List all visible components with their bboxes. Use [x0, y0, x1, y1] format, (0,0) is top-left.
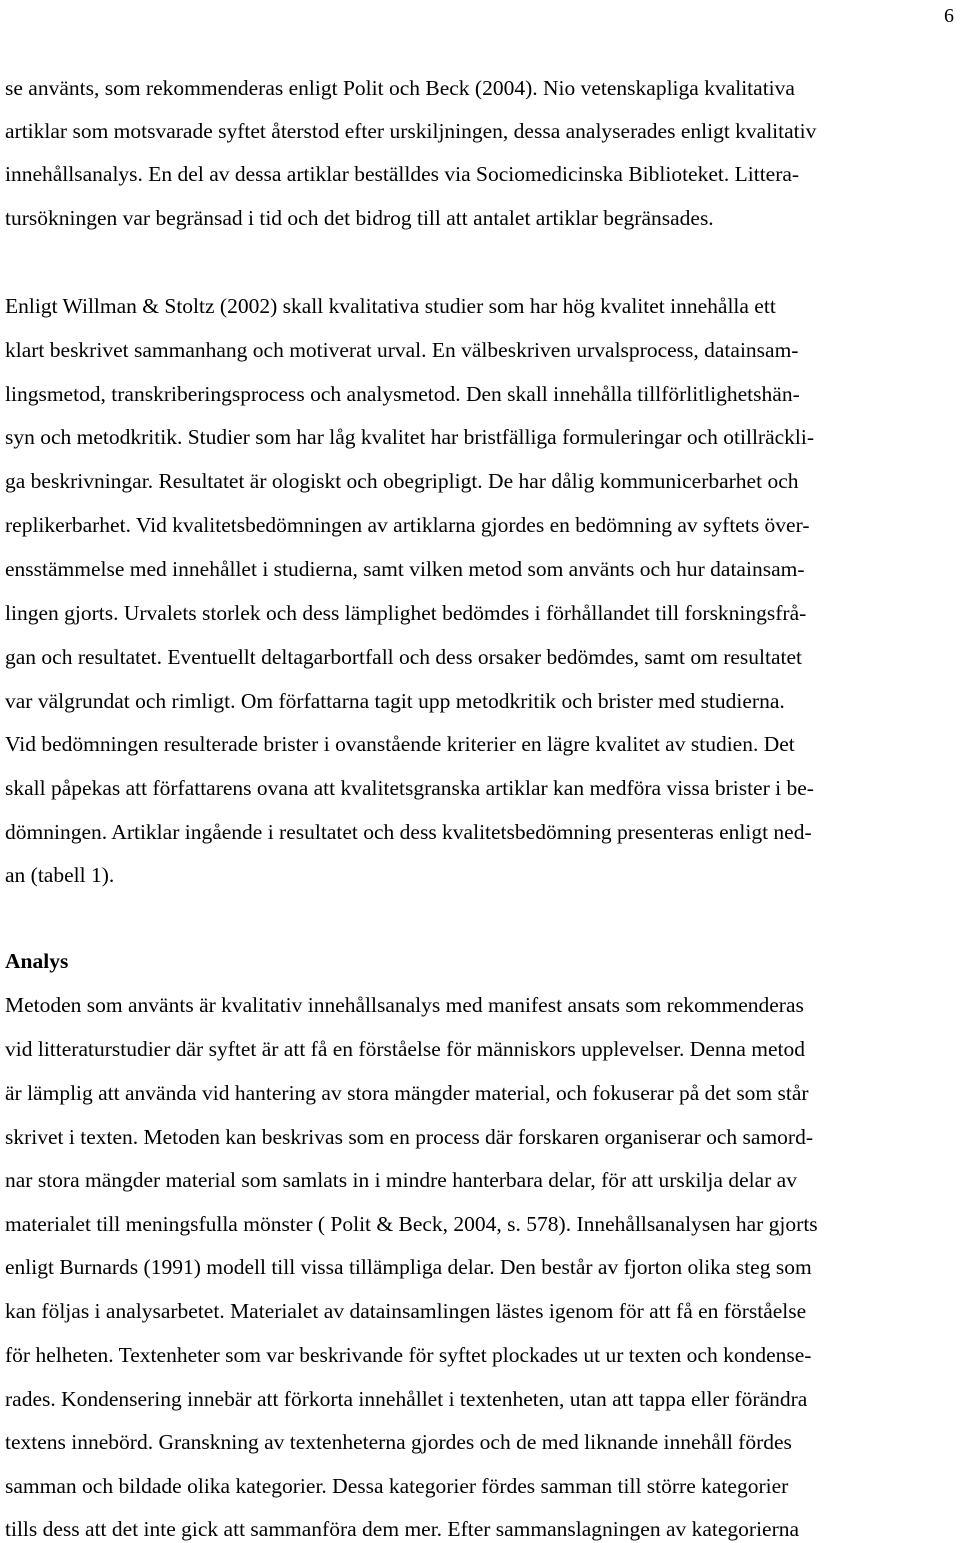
- section-heading: Analys: [5, 949, 69, 973]
- page-number: 6: [944, 5, 954, 27]
- text-line: ensstämmelse med innehållet i studierna, samt vilken metod som använts och hur datainsam-: [5, 557, 805, 581]
- text-line: rades. Kondensering innebär att förkorta innehållet i textenheten, utan att tappa eller förändra: [5, 1387, 808, 1411]
- text-line: lingen gjorts. Urvalets storlek och dess lämplighet bedömdes i förhållandet till forskningsfrå-: [5, 601, 807, 625]
- text-line: klart beskrivet sammanhang och motiverat urval. En välbeskriven urvalsprocess, datainsam-: [5, 338, 799, 362]
- text-line: skall påpekas att författarens ovana att kvalitetsgranska artiklar kan medföra vissa brister i be-: [5, 776, 814, 800]
- text-line: textens innebörd. Granskning av textenheterna gjordes och de med liknande innehåll fördes: [5, 1430, 792, 1454]
- text-line: vid litteraturstudier där syftet är att få en förståelse för människors upplevelser. Denna metod: [5, 1037, 806, 1061]
- text-line: ga beskrivningar. Resultatet är ologiskt och obegripligt. De har dålig kommunicerbarhet och: [5, 469, 799, 493]
- text-line: gan och resultatet. Eventuellt deltagarbortfall och dess orsaker bedömdes, samt om resultatet: [5, 645, 803, 669]
- text-line: syn och metodkritik. Studier som har låg kvalitet har bristfälliga formuleringar och otillräckli-: [5, 425, 815, 449]
- text-line: nar stora mängder material som samlats in i mindre hanterbara delar, för att urskilja delar av: [5, 1168, 797, 1192]
- text-line: dömningen. Artiklar ingående i resultatet och dess kvalitetsbedömning presenteras enligt ned-: [5, 820, 812, 844]
- text-line: materialet till meningsfulla mönster ( Polit & Beck, 2004, s. 578). Innehållsanalysen har gjorts: [5, 1212, 818, 1236]
- text-line: samman och bildade olika kategorier. Dessa kategorier fördes samman till större kategorier: [5, 1474, 789, 1498]
- text-line: Metoden som använts är kvalitativ innehållsanalys med manifest ansats som rekommenderas: [5, 993, 804, 1017]
- text-line: tursökningen var begränsad i tid och det bidrog till att antalet artiklar begränsades.: [5, 206, 714, 230]
- text-line: kan följas i analysarbetet. Materialet av datainsamlingen lästes igenom för att få en förståelse: [5, 1299, 807, 1323]
- text-line: replikerbarhet. Vid kvalitetsbedömningen av artiklarna gjordes en bedömning av syftets över-: [5, 513, 810, 537]
- text-line: innehållsanalys. En del av dessa artiklar beställdes via Sociomedicinska Biblioteket. Littera-: [5, 162, 800, 186]
- text-line: Enligt Willman & Stoltz (2002) skall kvalitativa studier som har hög kvalitet innehålla ett: [5, 294, 776, 318]
- text-line: är lämplig att använda vid hantering av stora mängder material, och fokuserar på det som står: [5, 1081, 809, 1105]
- text-line: enligt Burnards (1991) modell till vissa tillämpliga delar. Den består av fjorton olika steg som: [5, 1255, 812, 1279]
- text-line: an (tabell 1).: [5, 863, 115, 887]
- text-line: se använts, som rekommenderas enligt Polit och Beck (2004). Nio vetenskapliga kvalitativa: [5, 76, 795, 100]
- text-line: tills dess att det inte gick att sammanföra dem mer. Efter sammanslagningen av kategorierna: [5, 1517, 800, 1541]
- text-line: för helheten. Textenheter som var beskrivande för syftet plockades ut ur texten och kondense-: [5, 1343, 812, 1367]
- text-line: var välgrundat och rimligt. Om författarna tagit upp metodkritik och brister med studierna.: [5, 689, 785, 713]
- text-line: skrivet i texten. Metoden kan beskrivas som en process där forskaren organiserar och samord-: [5, 1125, 813, 1149]
- text-line: lingsmetod, transkriberingsprocess och analysmetod. Den skall innehålla tillförlitlighetshän-: [5, 382, 800, 406]
- text-line: artiklar som motsvarade syftet återstod efter urskiljningen, dessa analyserades enligt kvalitativ: [5, 119, 817, 143]
- text-line: Vid bedömningen resulterade brister i ovanstående kriterier en lägre kvalitet av studien. Det: [5, 732, 795, 756]
